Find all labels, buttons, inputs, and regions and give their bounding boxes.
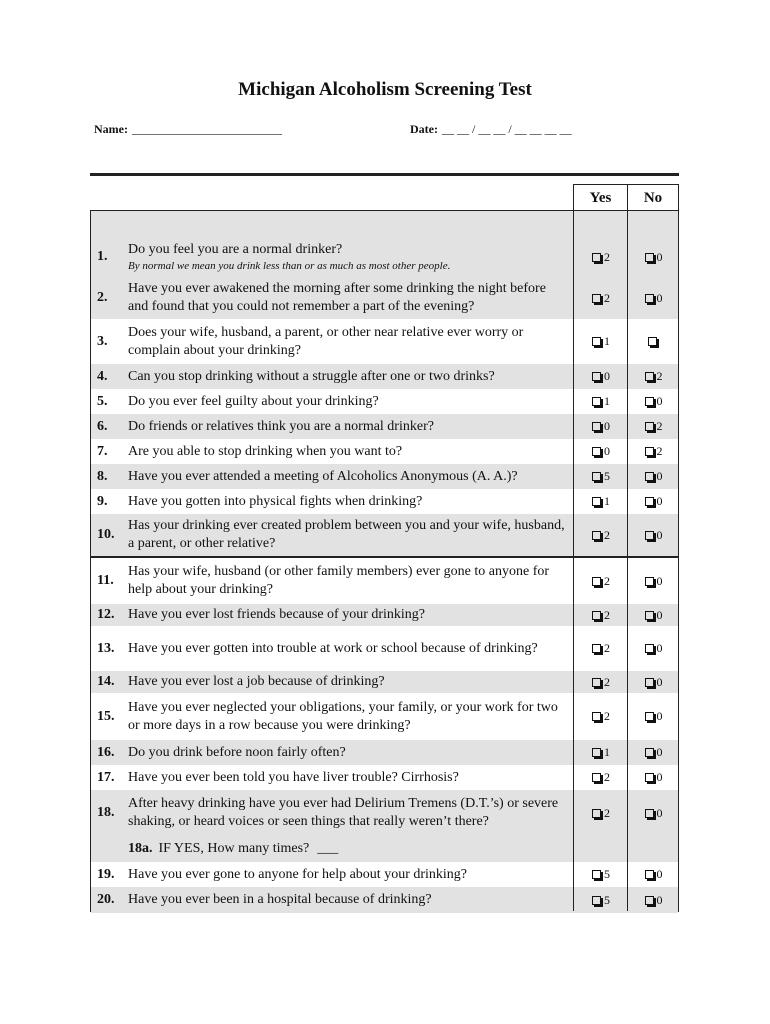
question-text: Does your wife, husband, a parent, or other near relative ever worry or complain about your drinking? xyxy=(128,324,524,358)
question-row xyxy=(91,887,678,913)
yes-points: 2 xyxy=(604,770,610,784)
no-option[interactable] xyxy=(628,790,679,836)
no-option[interactable] xyxy=(628,237,679,277)
no-option[interactable] xyxy=(628,887,679,913)
question-text-block xyxy=(128,744,568,762)
question-text: Do you drink before noon fairly often? xyxy=(128,744,346,760)
question-text: After heavy drinking have you ever had Delirium Tremens (D.T.’s) or severe shaking, or heard voices or seen things that really weren’t there? xyxy=(128,796,559,829)
question-text: Have you ever gotten into trouble at work or school because of drinking? xyxy=(128,640,538,656)
question-text: Has your drinking ever created problem between you and your wife, husband, a parent, or other relative? xyxy=(128,518,565,551)
no-option[interactable] xyxy=(628,693,679,740)
no-points: 0 xyxy=(656,494,663,508)
yes-option[interactable] xyxy=(574,740,628,765)
question-text-block xyxy=(128,324,568,360)
question-text: Have you ever lost a job because of drinking? xyxy=(128,674,385,689)
question-text-block xyxy=(128,563,568,599)
checkbox-icon[interactable] xyxy=(592,397,601,406)
no-option[interactable] xyxy=(628,319,679,364)
yes-option[interactable] xyxy=(574,277,628,319)
question-number: 6. xyxy=(97,418,108,434)
question-text-block xyxy=(128,699,568,735)
checkbox-icon[interactable] xyxy=(592,372,601,381)
no-points: 2 xyxy=(656,369,663,383)
checkbox-icon[interactable] xyxy=(592,472,601,481)
no-points: 0 xyxy=(656,394,663,408)
yes-option[interactable] xyxy=(574,790,628,836)
no-points: 0 xyxy=(656,770,663,784)
checkbox-icon[interactable] xyxy=(592,497,601,506)
yes-points: 0 xyxy=(604,369,610,383)
yes-option[interactable] xyxy=(574,464,628,489)
checkbox-icon[interactable] xyxy=(592,870,601,879)
checkbox-icon[interactable] xyxy=(592,337,601,346)
yes-points: 1 xyxy=(604,494,610,508)
checkbox-icon[interactable] xyxy=(645,397,654,406)
question-text-block xyxy=(128,769,568,787)
question-row xyxy=(91,489,678,514)
question-row xyxy=(91,790,678,836)
checkbox-icon[interactable] xyxy=(645,809,654,818)
no-points: 2 xyxy=(656,444,663,458)
checkbox-icon[interactable] xyxy=(645,577,654,586)
question-row xyxy=(91,319,678,364)
yes-option[interactable] xyxy=(574,439,628,464)
question-number: 14. xyxy=(97,674,115,689)
no-option[interactable] xyxy=(628,765,679,790)
header-rule xyxy=(90,173,679,176)
checkbox-icon[interactable] xyxy=(645,712,654,721)
name-blank[interactable]: _________________________ xyxy=(131,122,282,136)
yes-option[interactable] xyxy=(574,389,628,414)
question-number: 16. xyxy=(97,744,115,760)
yes-points: 2 xyxy=(604,607,610,622)
checkbox-icon[interactable] xyxy=(645,472,654,481)
question-text: Have you gotten into physical fights when drinking? xyxy=(128,493,423,509)
question-number: 12. xyxy=(97,607,115,622)
yes-option[interactable] xyxy=(574,887,628,913)
question-row xyxy=(91,237,678,277)
question-row xyxy=(91,414,678,439)
yes-points: 5 xyxy=(604,867,610,881)
checkbox-icon[interactable] xyxy=(592,531,601,540)
yes-option[interactable] xyxy=(574,671,628,693)
question-row xyxy=(91,765,678,790)
yes-option[interactable] xyxy=(574,604,628,626)
question-text-block xyxy=(128,418,568,436)
question-text-block xyxy=(128,368,568,386)
checkbox-icon[interactable] xyxy=(592,253,601,262)
no-points: 0 xyxy=(656,745,663,759)
checkbox-icon[interactable] xyxy=(648,337,657,346)
question-text: Have you ever neglected your obligations, your family, or your work for two or more days in a row because you were drinking? xyxy=(128,699,558,733)
question-text-block xyxy=(128,673,568,691)
yes-points: 2 xyxy=(604,527,610,542)
question-row xyxy=(91,558,678,604)
question-number: 20. xyxy=(97,892,115,907)
yes-option[interactable] xyxy=(574,558,628,604)
date-blank[interactable]: __ __ / __ __ / __ __ __ __ xyxy=(441,122,572,136)
yes-option[interactable] xyxy=(574,364,628,389)
question-row xyxy=(91,693,678,740)
no-column-header: No xyxy=(627,184,679,211)
yes-points: 1 xyxy=(604,334,610,348)
checkbox-icon[interactable] xyxy=(645,611,654,620)
question-number: 17. xyxy=(97,769,115,785)
question-number: 1. xyxy=(97,249,108,264)
yes-points: 2 xyxy=(604,641,610,655)
question-row xyxy=(91,514,678,556)
question-text: Have you ever been told you have liver trouble? Cirrhosis? xyxy=(128,769,459,785)
question-row xyxy=(91,862,678,887)
question-number: 18. xyxy=(97,805,115,820)
no-points: 0 xyxy=(656,249,663,264)
no-option[interactable] xyxy=(628,489,679,514)
question-number: 4. xyxy=(97,368,108,384)
questionnaire-table xyxy=(90,210,679,912)
question-row xyxy=(91,277,678,319)
yes-points: 2 xyxy=(604,573,610,588)
no-points: 0 xyxy=(656,709,663,723)
question-number: 2. xyxy=(97,290,108,305)
yes-option[interactable] xyxy=(574,237,628,277)
yes-column-header: Yes xyxy=(573,184,628,211)
yes-option[interactable] xyxy=(574,514,628,556)
yes-option[interactable] xyxy=(574,319,628,364)
yes-points: 5 xyxy=(604,892,610,907)
checkbox-icon[interactable] xyxy=(645,447,654,456)
no-option[interactable] xyxy=(628,414,679,439)
question-text-block xyxy=(128,517,568,553)
no-points: 0 xyxy=(656,290,663,305)
no-option[interactable] xyxy=(628,364,679,389)
question-number: 5. xyxy=(97,393,108,409)
yes-points: 0 xyxy=(604,419,610,433)
question-text: Have you ever been in a hospital because of drinking? xyxy=(128,892,432,907)
yes-points: 2 xyxy=(604,709,610,723)
question-row xyxy=(91,626,678,671)
checkbox-icon[interactable] xyxy=(645,253,654,262)
no-option[interactable] xyxy=(628,862,679,887)
column-line xyxy=(573,211,574,911)
checkbox-icon[interactable] xyxy=(645,773,654,782)
question-text: Have you ever gone to anyone for help about your drinking? xyxy=(128,866,468,882)
question-row xyxy=(91,364,678,389)
question-row xyxy=(91,604,678,626)
checkbox-icon[interactable] xyxy=(592,294,601,303)
question-number: 13. xyxy=(97,640,115,656)
question-text-block xyxy=(128,866,568,884)
no-points: 2 xyxy=(656,419,663,433)
no-option[interactable] xyxy=(628,277,679,319)
question-number: 7. xyxy=(97,443,108,459)
yes-option[interactable] xyxy=(574,862,628,887)
checkbox-icon[interactable] xyxy=(592,712,601,721)
no-points: 0 xyxy=(656,892,663,907)
no-option[interactable] xyxy=(628,464,679,489)
checkbox-icon[interactable] xyxy=(645,422,654,431)
no-points: 0 xyxy=(656,527,663,542)
date-field[interactable] xyxy=(410,122,572,137)
checkbox-icon[interactable] xyxy=(592,678,601,687)
question-text: Do you feel you are a normal drinker? xyxy=(128,242,343,257)
question-text-block xyxy=(128,468,568,486)
question-text-block xyxy=(128,640,568,658)
yes-option[interactable] xyxy=(574,693,628,740)
header-band xyxy=(91,211,678,237)
checkbox-icon[interactable] xyxy=(645,678,654,687)
section-divider xyxy=(91,556,678,558)
question-text: Have you ever attended a meeting of Alcoholics Anonymous (A. A.)? xyxy=(128,468,518,484)
question-number: 11. xyxy=(97,573,114,588)
yes-points: 1 xyxy=(604,745,610,759)
question-text-block xyxy=(128,443,568,461)
no-option[interactable] xyxy=(628,740,679,765)
name-field[interactable] xyxy=(94,122,282,137)
no-points: 0 xyxy=(656,641,663,655)
question-text-block xyxy=(128,280,568,316)
checkbox-icon[interactable] xyxy=(645,644,654,653)
question-number: 19. xyxy=(97,866,115,882)
checkbox-icon[interactable] xyxy=(592,422,601,431)
question-number: 10. xyxy=(97,527,115,542)
question-text-block xyxy=(128,241,568,273)
question-text: Have you ever lost friends because of your drinking? xyxy=(128,607,426,622)
yes-points: 2 xyxy=(604,249,610,264)
checkbox-icon[interactable] xyxy=(592,447,601,456)
question-number: 9. xyxy=(97,493,108,509)
checkbox-icon[interactable] xyxy=(592,611,601,620)
no-option[interactable] xyxy=(628,558,679,604)
no-option[interactable] xyxy=(628,439,679,464)
checkbox-icon[interactable] xyxy=(592,577,601,586)
question-text: Are you able to stop drinking when you want to? xyxy=(128,443,403,459)
question-text: Can you stop drinking without a struggle after one or two drinks? xyxy=(128,368,495,384)
checkbox-icon[interactable] xyxy=(592,896,601,905)
checkbox-icon[interactable] xyxy=(645,531,654,540)
yes-points: 1 xyxy=(604,394,610,408)
checkbox-icon[interactable] xyxy=(645,870,654,879)
question-text: Do friends or relatives think you are a normal drinker? xyxy=(128,418,434,434)
yes-option[interactable] xyxy=(574,626,628,671)
yes-points: 2 xyxy=(604,805,610,820)
form-title: Michigan Alcoholism Screening Test xyxy=(238,79,532,100)
question-number: 3. xyxy=(97,333,108,349)
no-option[interactable] xyxy=(628,514,679,556)
no-points: 0 xyxy=(656,867,663,881)
checkbox-icon[interactable] xyxy=(592,644,601,653)
question-row-18a xyxy=(91,836,678,862)
question-text-block xyxy=(128,795,568,831)
checkbox-icon[interactable] xyxy=(645,896,654,905)
yes-points: 2 xyxy=(604,674,610,689)
question-row xyxy=(91,439,678,464)
no-points: 0 xyxy=(656,674,663,689)
question-text: Do you ever feel guilty about your drinking? xyxy=(128,393,379,409)
yes-option[interactable] xyxy=(574,414,628,439)
question-text-block xyxy=(128,606,568,624)
yes-points: 2 xyxy=(604,290,610,305)
no-points: 0 xyxy=(656,573,663,588)
yes-points: 0 xyxy=(604,444,610,458)
date-label: Date: xyxy=(410,122,438,136)
no-points: 0 xyxy=(656,805,663,820)
column-line xyxy=(627,211,628,911)
no-option[interactable] xyxy=(628,604,679,626)
yes-points: 5 xyxy=(604,469,610,483)
question-row xyxy=(91,740,678,765)
times-blank[interactable]: ___ xyxy=(317,841,339,856)
no-points: 0 xyxy=(656,469,663,483)
question-row xyxy=(91,389,678,414)
no-option[interactable] xyxy=(628,671,679,693)
name-label: Name: xyxy=(94,122,128,136)
question-text: Has your wife, husband (or other family members) ever gone to anyone for help about your drinking? xyxy=(128,564,550,597)
checkbox-icon[interactable] xyxy=(592,773,601,782)
question-number: 8. xyxy=(97,468,108,484)
checkbox-icon[interactable] xyxy=(645,372,654,381)
sub-question-text: IF YES, How many times? xyxy=(158,841,310,856)
yes-option[interactable] xyxy=(574,765,628,790)
question-row xyxy=(91,464,678,489)
yes-option[interactable] xyxy=(574,489,628,514)
no-option[interactable] xyxy=(628,626,679,671)
question-text-block xyxy=(128,393,568,411)
checkbox-icon[interactable] xyxy=(645,294,654,303)
no-option[interactable] xyxy=(628,389,679,414)
checkbox-icon[interactable] xyxy=(645,497,654,506)
no-points: 0 xyxy=(656,607,663,622)
question-row xyxy=(91,671,678,693)
question-text: Have you ever awakened the morning after some drinking the night before and found that you could not remember a part of the evening? xyxy=(128,281,546,314)
question-text-block xyxy=(128,891,568,909)
question-note: By normal we mean you drink less than or as much as most other people. xyxy=(128,260,451,272)
checkbox-icon[interactable] xyxy=(645,748,654,757)
sub-question xyxy=(128,841,338,857)
question-text-block xyxy=(128,493,568,511)
sub-question-number: 18a. xyxy=(128,841,153,856)
checkbox-icon[interactable] xyxy=(592,748,601,757)
question-number: 15. xyxy=(97,708,115,724)
checkbox-icon[interactable] xyxy=(592,809,601,818)
